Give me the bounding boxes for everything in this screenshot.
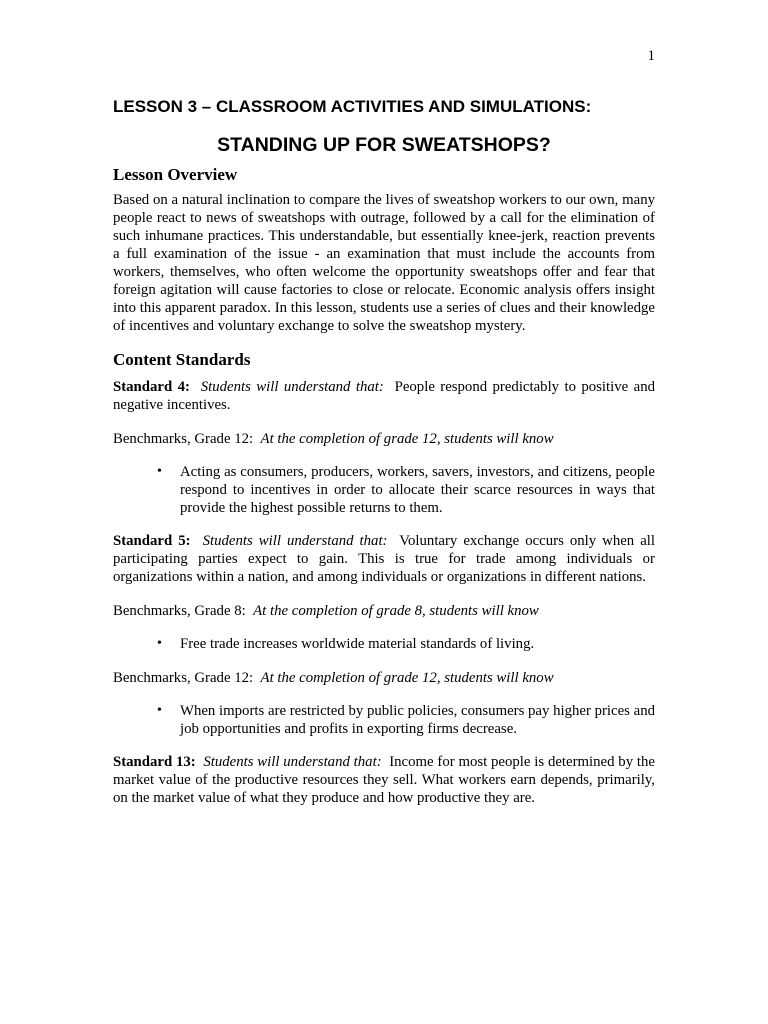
list-item xyxy=(113,635,655,653)
standard-4-text: People respond predictably to positive and negative incentives. xyxy=(113,379,655,413)
standard-13-label: Standard 13: xyxy=(113,754,196,770)
standard-5-benchmark-12-prefix: Benchmarks, Grade 12: xyxy=(113,670,254,686)
content-standards-heading: Content Standards xyxy=(113,350,251,369)
lesson-label: LESSON 3 – CLASSROOM ACTIVITIES AND SIMULATIONS: xyxy=(113,97,592,116)
standard-4-benchmark xyxy=(113,430,655,448)
standard-13-paragraph xyxy=(113,753,655,807)
standard-4-benchmark-list xyxy=(113,463,655,517)
standard-5-benchmark-8-prefix: Benchmarks, Grade 8: xyxy=(113,603,246,619)
standard-5-benchmark-8-lead: At the completion of grade 8, students will know xyxy=(253,603,539,619)
standard-4-bullet-text: Acting as consumers, producers, workers, savers, investors, and citizens, people respond to incentives in order to allocate their scarce resources in ways that provide the highest possible returns to them. xyxy=(180,464,655,516)
list-item xyxy=(113,702,655,738)
standard-5-benchmark-grade-8 xyxy=(113,602,655,620)
standard-5-lead: Students will understand that: xyxy=(202,533,388,549)
page-title: STANDING UP FOR SWEATSHOPS? xyxy=(217,134,551,156)
standard-5-label: Standard 5: xyxy=(113,533,191,549)
document-body xyxy=(113,96,655,807)
standard-4-label: Standard 4: xyxy=(113,379,190,395)
standard-5-text: Voluntary exchange occurs only when all participating parties expect to gain. This is true for trade among individuals or organizations within a nation, and among individuals or organizations in different nations. xyxy=(113,533,655,585)
lesson-overview-text: Based on a natural inclination to compare the lives of sweatshop workers to our own, many people react to news of sweatshops with outrage, followed by a call for the elimination of such inhumane practices. This understandable, but essentially knee-jerk, reaction prevents a full examination of the issue - an examination that must include the accounts from workers, themselves, who often welcome the opportunity sweatshops offer and fear that foreign agitation will cause factories to close or relocate. Economic analysis offers insight into this apparent paradox. In this lesson, students use a series of clues and their knowledge of incentives and voluntary exchange to solve the sweatshop mystery. xyxy=(113,192,655,334)
standard-4-paragraph xyxy=(113,378,655,414)
bullet-icon: • xyxy=(157,636,162,651)
bullet-icon: • xyxy=(157,703,162,718)
standard-5-benchmark-grade-12 xyxy=(113,669,655,687)
list-item xyxy=(113,463,655,517)
page-number: 1 xyxy=(647,48,655,64)
standard-5-bullet-8-text: Free trade increases worldwide material standards of living. xyxy=(180,636,535,652)
standard-5-paragraph xyxy=(113,532,655,586)
standard-5-benchmark-12-list xyxy=(113,702,655,738)
standard-5-bullet-12-text: When imports are restricted by public policies, consumers pay higher prices and job opportunities and profits in exporting firms decrease. xyxy=(180,703,655,737)
standard-5-benchmark-8-list xyxy=(113,635,655,653)
standard-5-benchmark-12-lead: At the completion of grade 12, students will know xyxy=(260,670,554,686)
standard-4-benchmark-lead: At the completion of grade 12, students will know xyxy=(260,431,554,447)
standard-4-lead: Students will understand that: xyxy=(200,379,384,395)
bullet-icon: • xyxy=(157,464,162,479)
standard-4-benchmark-prefix: Benchmarks, Grade 12: xyxy=(113,431,254,447)
standard-13-text: Income for most people is determined by the market value of the productive resources they sell. What workers earn depends, primarily, on the market value of what they produce and how productive they are. xyxy=(113,754,655,806)
lesson-overview-heading: Lesson Overview xyxy=(113,165,238,184)
standard-13-lead: Students will understand that: xyxy=(203,754,382,770)
